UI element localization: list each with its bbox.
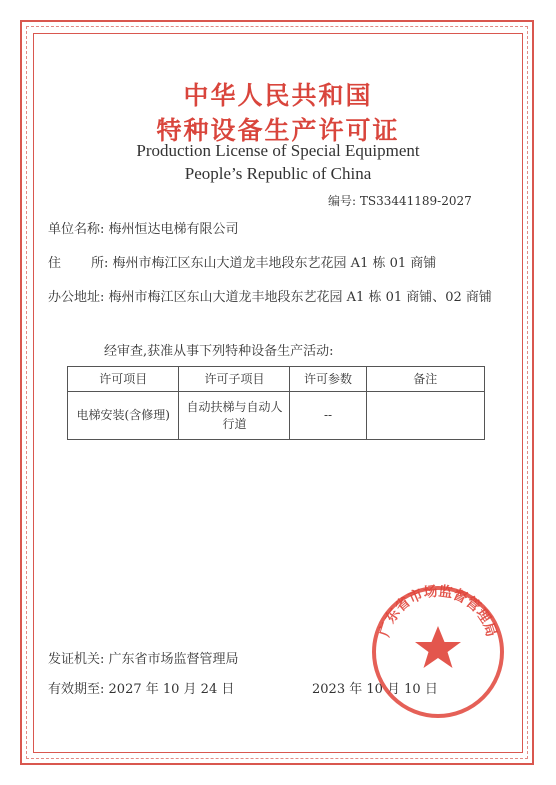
permit-parameter-cell: --	[290, 392, 366, 440]
certificate-number-value: TS33441189-2027	[359, 194, 472, 208]
title-en-line2: People’s Republic of China	[184, 164, 372, 183]
address-field	[48, 254, 436, 273]
issue-date: 2023 年 10 月 10 日	[312, 682, 438, 697]
unit-name-label: 单位名称:	[48, 222, 105, 237]
address-label-1: 住	[48, 256, 62, 271]
seal-text: 广东省市场监督管理局	[376, 583, 500, 639]
table-row	[68, 392, 485, 440]
intro-text: 经审查,获准从事下列特种设备生产活动:	[104, 344, 334, 359]
remarks-cell	[366, 392, 484, 440]
address-label-2: 所:	[91, 256, 109, 271]
validity	[48, 678, 234, 697]
permit-table-header	[68, 367, 485, 392]
office-address-value: 梅州市梅江区东山大道龙丰地段东艺花园 A1 栋 01 商铺、02 商铺	[108, 290, 492, 305]
issuer-value: 广东省市场监督管理局	[108, 652, 239, 667]
address-value: 梅州市梅江区东山大道龙丰地段东艺花园 A1 栋 01 商铺	[112, 256, 437, 271]
header-permit-subitem: 许可子项目	[179, 367, 290, 392]
title-en-line1: Production License of Special Equipment	[136, 141, 420, 160]
header-permit-parameter: 许可参数	[290, 367, 366, 392]
certificate-number-label: 编号:	[328, 194, 357, 208]
validity-label: 有效期至:	[48, 682, 105, 697]
header-permit-item: 许可项目	[68, 367, 179, 392]
unit-name-value: 梅州恒达电梯有限公司	[108, 222, 239, 237]
office-address-field	[48, 288, 518, 307]
title-cn-line1: 中华人民共和国	[183, 81, 373, 110]
certificate-number	[328, 192, 472, 209]
issuing-authority	[48, 648, 239, 667]
official-seal-icon	[368, 582, 508, 722]
title-cn-line2: 特种设备生产许可证	[156, 116, 400, 145]
issuer-label: 发证机关:	[48, 652, 105, 667]
permit-item-cell: 电梯安装(含修理)	[68, 392, 179, 440]
validity-value: 2027 年 10 月 24 日	[108, 682, 235, 697]
permit-subitem-cell: 自动扶梯与自动人行道	[179, 392, 290, 440]
header-remarks: 备注	[366, 367, 484, 392]
office-address-label: 办公地址:	[48, 290, 105, 305]
permit-table	[67, 366, 485, 440]
unit-name-field	[48, 220, 239, 239]
